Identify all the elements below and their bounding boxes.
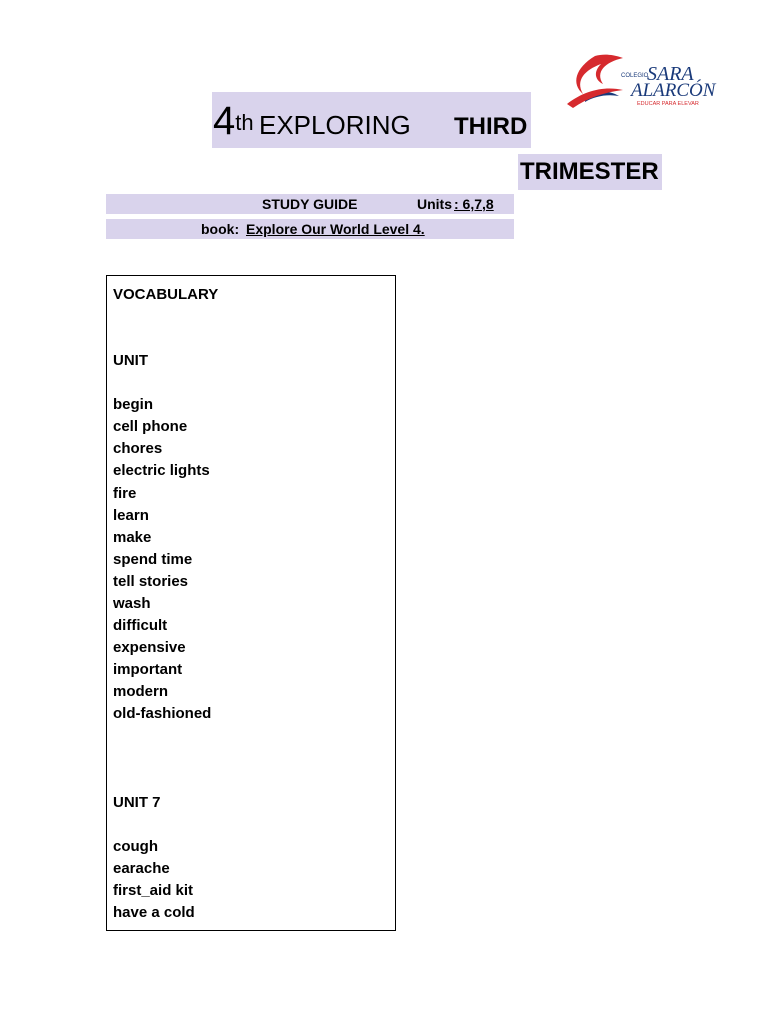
vocab-word: electric lights [113,462,210,479]
book-title: Explore Our World Level 4. [246,221,425,237]
logo-motto: EDUCAR PARA ELEVAR [637,101,699,107]
book-label: book: [201,221,240,237]
vocab-word: cough [113,838,158,855]
vocab-word: expensive [113,639,186,656]
unit-7-heading: UNIT 7 [113,794,161,811]
grade-label: 4th [213,99,254,143]
vocab-word: wash [113,595,151,612]
vocab-word: chores [113,440,163,457]
unit-heading: UNIT [113,352,148,369]
vocab-word: important [113,661,183,678]
vocab-word: cell phone [113,418,188,435]
logo-name-line2: ALARCÓN [631,80,716,101]
vocab-word: tell stories [113,573,189,590]
vocab-word: old-fashioned [113,705,212,722]
vocab-word: learn [113,507,149,524]
logo-swoosh-red [567,89,623,108]
vocabulary-heading: VOCABULARY [113,286,219,303]
subject-title: EXPLORING [259,110,411,140]
logo-flame-red [576,55,623,94]
study-guide-label: STUDY GUIDE [262,196,358,212]
logo-prefix: COLEGIO [621,73,649,79]
vocab-word: earache [113,860,170,877]
units-value: : 6,7,8 [454,196,494,212]
term-word-third: THIRD [454,113,528,140]
term-word-trimester: TRIMESTER [520,158,659,185]
units-label: Units [417,196,452,212]
vocab-word: begin [113,396,153,413]
vocab-word: have a cold [113,904,195,921]
vocab-word: difficult [113,617,168,634]
vocab-word: modern [113,683,169,700]
school-logo [565,50,735,110]
vocab-word: spend time [113,551,193,568]
vocab-word: fire [113,485,137,502]
vocab-word: make [113,529,152,546]
grade-suffix: th [235,110,254,135]
logo-name-line1: SARA [647,63,694,85]
vocab-word: first_aid kit [113,882,194,899]
